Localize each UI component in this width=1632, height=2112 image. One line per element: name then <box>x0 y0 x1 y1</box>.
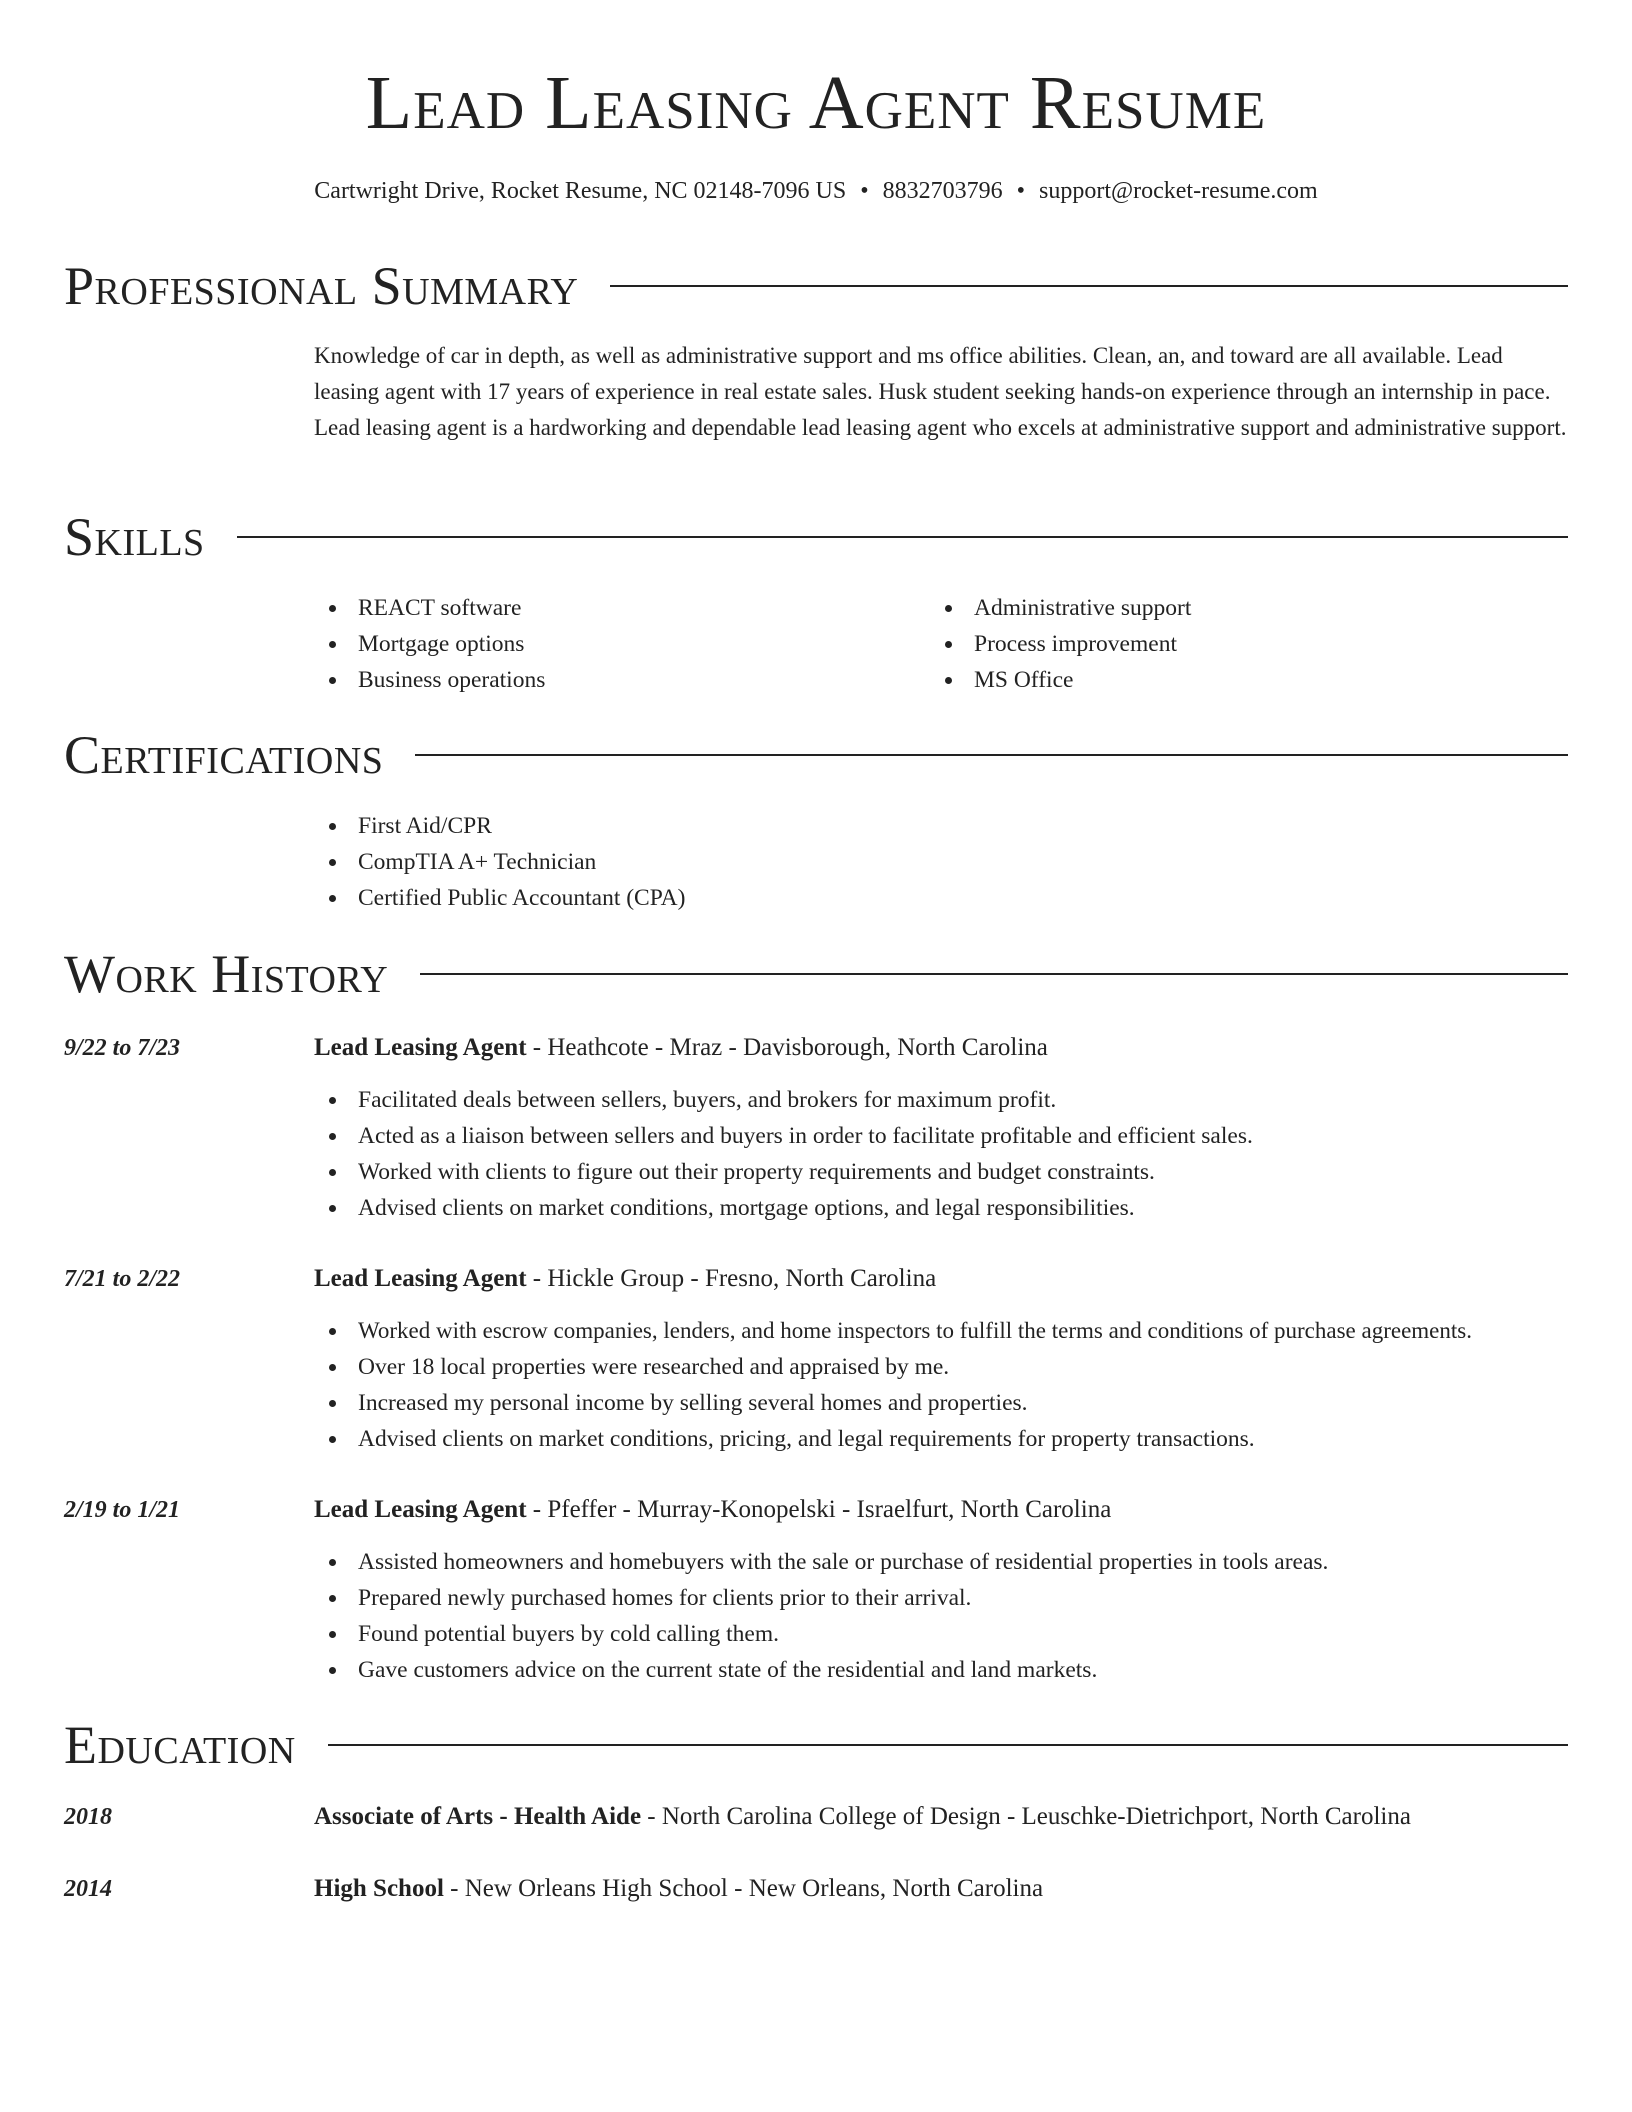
education-degree: Associate of Arts - Health Aide <box>314 1803 642 1830</box>
education-degree: High School <box>314 1875 444 1902</box>
summary-heading: Professional Summary <box>64 256 579 316</box>
skills-section-header <box>64 505 1568 569</box>
skill-item: Mortgage options <box>314 626 914 662</box>
job-bullet: Facilitated deals between sellers, buyers, and brokers for maximum profit. <box>314 1082 1574 1118</box>
job-bullet: Worked with clients to figure out their property requirements and budget constraints. <box>314 1154 1574 1190</box>
job-heading <box>314 1492 1111 1528</box>
skill-item: MS Office <box>930 662 1530 698</box>
education-details: - New Orleans High School - New Orleans, North Carolina <box>443 1875 1044 1902</box>
summary-section-header <box>64 254 1568 318</box>
education-year: 2014 <box>64 1876 112 1902</box>
job-bullet: Over 18 local properties were researched and appraised by me. <box>314 1349 1574 1385</box>
certifications-heading: Certifications <box>64 725 384 785</box>
section-divider <box>328 1744 1568 1746</box>
job-bullet: Worked with escrow companies, lenders, and home inspectors to fulfill the terms and conditions of purchase agreements. <box>314 1313 1574 1349</box>
skills-list-right <box>930 590 1530 698</box>
job-heading <box>314 1261 936 1297</box>
job-dates: 2/19 to 1/21 <box>64 1497 181 1523</box>
job-bullet: Found potential buyers by cold calling them. <box>314 1616 1574 1652</box>
job-details: - Hickle Group - Fresno, North Carolina <box>526 1265 937 1292</box>
contact-separator: • <box>1016 178 1026 204</box>
skill-item: Administrative support <box>930 590 1530 626</box>
job-bullet: Prepared newly purchased homes for clients prior to their arrival. <box>314 1580 1574 1616</box>
job-details: - Pfeffer - Murray-Konopelski - Israelfurt, North Carolina <box>526 1496 1112 1523</box>
skills-heading: Skills <box>64 507 205 567</box>
contact-email: support@rocket-resume.com <box>1039 178 1318 204</box>
certification-item: Certified Public Accountant (CPA) <box>314 880 1314 916</box>
education-heading: Education <box>64 1715 296 1775</box>
job-details: - Heathcote - Mraz - Davisborough, North Carolina <box>526 1034 1048 1061</box>
job-title: Lead Leasing Agent <box>314 1265 527 1292</box>
skill-item: REACT software <box>314 590 914 626</box>
contact-phone: 8832703796 <box>882 178 1003 204</box>
summary-text: Knowledge of car in depth, as well as administrative support and ms office abilities. Clean, an, and toward are all available. Lead leasing agent with 17 years of experience in real estate sales. Husk student seeking hands-on experience through an internship in pace. Lead leasing agent is a hardworking and dependable lead leasing agent who excels at administrative support and administrative support. <box>314 343 1567 440</box>
job-heading <box>314 1030 1048 1066</box>
job-bullet: Advised clients on market conditions, mortgage options, and legal responsibilities. <box>314 1190 1574 1226</box>
job-bullet: Acted as a liaison between sellers and buyers in order to facilitate profitable and efficient sales. <box>314 1118 1574 1154</box>
job-dates: 7/21 to 2/22 <box>64 1266 181 1292</box>
resume-title: Lead Leasing Agent Resume <box>365 61 1267 145</box>
certifications-section-header <box>64 723 1568 787</box>
work-heading: Work History <box>64 944 389 1004</box>
job-title: Lead Leasing Agent <box>314 1496 527 1523</box>
job-bullet: Assisted homeowners and homebuyers with the sale or purchase of residential properties in tools areas. <box>314 1544 1574 1580</box>
education-section-header <box>64 1713 1568 1777</box>
job-bullets <box>314 1544 1574 1688</box>
education-year: 2018 <box>64 1804 112 1830</box>
section-divider <box>420 973 1568 975</box>
section-divider <box>610 285 1568 287</box>
job-bullet: Advised clients on market conditions, pricing, and legal requirements for property transactions. <box>314 1421 1574 1457</box>
job-dates: 9/22 to 7/23 <box>64 1035 181 1061</box>
education-details: - North Carolina College of Design - Leuschke-Dietrichport, North Carolina <box>641 1803 1411 1830</box>
certification-item: First Aid/CPR <box>314 808 1314 844</box>
skill-item: Business operations <box>314 662 914 698</box>
job-bullet: Gave customers advice on the current state of the residential and land markets. <box>314 1652 1574 1688</box>
section-divider <box>415 754 1568 756</box>
certifications-list <box>314 808 1314 916</box>
contact-line <box>0 174 1632 208</box>
job-bullets <box>314 1313 1574 1457</box>
education-entry <box>314 1871 1043 1907</box>
skills-list-left <box>314 590 914 698</box>
contact-address: Cartwright Drive, Rocket Resume, NC 02148-7096 US <box>314 178 847 204</box>
certification-item: CompTIA A+ Technician <box>314 844 1314 880</box>
contact-separator: • <box>860 178 869 204</box>
job-bullet: Increased my personal income by selling several homes and properties. <box>314 1385 1574 1421</box>
work-section-header <box>64 942 1568 1006</box>
section-divider <box>237 536 1568 538</box>
job-title: Lead Leasing Agent <box>314 1034 527 1061</box>
education-entry <box>314 1799 1411 1835</box>
skill-item: Process improvement <box>930 626 1530 662</box>
job-bullets <box>314 1082 1574 1226</box>
